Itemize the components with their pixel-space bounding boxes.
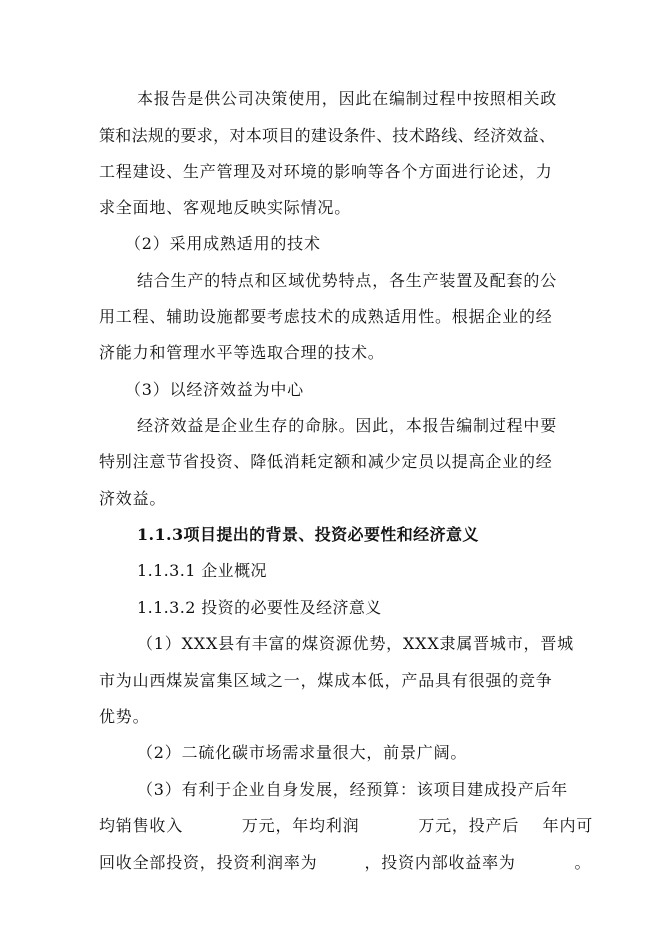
paragraph-budget-line-2: 均销售收入 万元，年均利润 万元，投产后 年内可: [99, 816, 594, 835]
paragraph-technology-line-2: 用工程、辅助设施都要考虑技术的成熟适用性。根据企业的经: [99, 307, 553, 326]
paragraph-technology-line-3: 济能力和管理水平等选取合理的技术。: [99, 343, 385, 362]
subsection-heading-1-1-3-1: 1.1.3.1 企业概况: [137, 561, 267, 580]
paragraph-coal-advantage-line-1: （1）XXX县有丰富的煤资源优势，XXX隶属晋城市，晋城: [137, 634, 574, 653]
paragraph-intro-line-4: 求全面地、客观地反映实际情况。: [99, 198, 352, 217]
paragraph-economic-line-2: 特别注意节省投资、降低消耗定额和减少定员以提高企业的经: [99, 452, 553, 471]
paragraph-coal-advantage-line-2: 市为山西煤炭富集区域之一，煤成本低，产品具有很强的竞争: [99, 671, 553, 690]
subsection-heading-1-1-3-2: 1.1.3.2 投资的必要性及经济意义: [137, 598, 382, 617]
paragraph-economic-line-3: 济效益。: [99, 489, 167, 508]
paragraph-intro-line-3: 工程建设、生产管理及对环境的影响等各个方面进行论述，力: [99, 162, 553, 181]
paragraph-intro-line-2: 策和法规的要求，对本项目的建设条件、技术路线、经济效益、: [99, 126, 556, 145]
section-heading-1-1-3: 1.1.3项目提出的背景、投资必要性和经济意义: [137, 525, 479, 544]
paragraph-budget-line-1: （3）有利于企业自身发展，经预算：该项目建成投产后年: [137, 780, 568, 799]
paragraph-economic-line-1: 经济效益是企业生存的命脉。因此，本报告编制过程中要: [137, 416, 558, 435]
paragraph-technology-line-1: 结合生产的特点和区域优势特点，各生产装置及配套的公: [137, 271, 558, 290]
paragraph-intro-line-1: 本报告是供公司决策使用，因此在编制过程中按照相关政: [137, 89, 558, 108]
paragraph-budget-line-3: 回收全部投资，投资利润率为 ，投资内部收益率为 。: [99, 853, 592, 872]
section-heading-economic-benefit: （3）以经济效益为中心: [125, 380, 304, 399]
paragraph-coal-advantage-line-3: 优势。: [99, 707, 150, 726]
paragraph-market-demand: （2）二硫化碳市场需求量很大，前景广阔。: [137, 743, 468, 762]
section-heading-mature-technology: （2）采用成熟适用的技术: [125, 234, 321, 253]
